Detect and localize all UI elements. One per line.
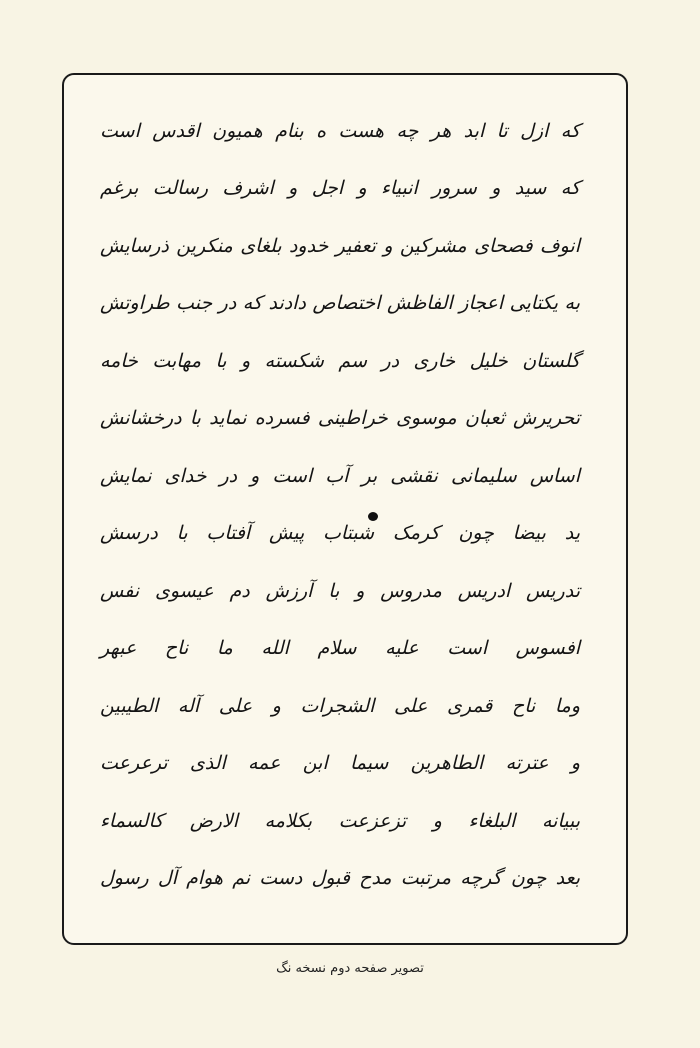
manuscript-line-row	[100, 562, 580, 620]
manuscript-line-row	[100, 850, 580, 908]
ink-blot	[368, 512, 378, 521]
manuscript-line: ید بیضا چون کرمک شبتاب پیش آفتاب با درسش	[100, 522, 580, 545]
manuscript-line: اساس سلیمانی نقشی بر آب است و در خدای نمایش	[100, 464, 580, 487]
manuscript-line: که سید و سرور انبیاء و اجل و اشرف رسالت برغم	[100, 177, 580, 200]
manuscript-line: تدریس ادریس مدروس و با آرزش دم عیسوی نفس	[100, 579, 580, 602]
manuscript-line-row	[100, 505, 580, 563]
manuscript-line: افسوس است علیه سلام الله ما ناح عبهر	[100, 637, 580, 660]
manuscript-line: تحریرش ثعبان موسوی خراطینی فسرده نماید با درخشانش	[100, 407, 580, 430]
manuscript-text	[100, 102, 580, 907]
manuscript-line: ببیانه البلغاء و تزعزعت بکلامه الارض کالسماء	[100, 809, 580, 832]
manuscript-line-row	[100, 677, 580, 735]
figure-caption: تصویر صفحه دوم نسخه نگ	[276, 961, 424, 976]
manuscript-line: وما ناح قمری علی الشجرات و علی آله الطیبین	[100, 694, 580, 717]
manuscript-line: گلستان خلیل خاری در سم شکسته و با مهابت خامه	[100, 349, 580, 372]
manuscript-line-row	[100, 160, 580, 218]
manuscript-line-row	[100, 792, 580, 850]
manuscript-line: به یکتایی اعجاز الفاظش اختصاص دادند که در جنب طراوتش	[100, 292, 580, 315]
manuscript-line-row	[100, 102, 580, 160]
manuscript-line-row	[100, 447, 580, 505]
manuscript-line: انوف فصحای مشرکین و تعفیر خدود بلغای منکرین ذرسایش	[100, 234, 580, 257]
manuscript-line: که ازل تا ابد هر چه هست ه بنام همیون اقدس است	[100, 119, 580, 142]
manuscript-line-row	[100, 390, 580, 448]
manuscript-line: بعد چون گرچه مرتبت مدح قبول دست نم هوام آل رسول	[100, 867, 580, 890]
manuscript-line-row	[100, 620, 580, 678]
manuscript-line: و عترته الطاهرین سیما ابن عمه الذی ترعرعت	[100, 752, 580, 775]
manuscript-line-row	[100, 332, 580, 390]
manuscript-line-row	[100, 735, 580, 793]
manuscript-line-row	[100, 275, 580, 333]
manuscript-line-row	[100, 217, 580, 275]
